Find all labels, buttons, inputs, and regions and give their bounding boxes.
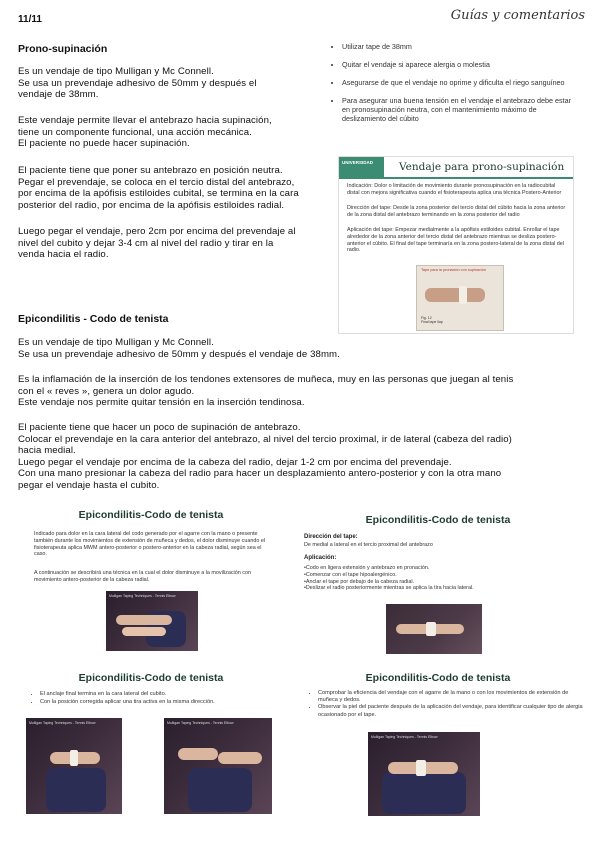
section-title-prono: Prono-supinación xyxy=(18,43,108,55)
epi-slide-3 xyxy=(20,666,282,826)
prono-slide-photo xyxy=(416,265,504,331)
prono-bullet: • Utilizar tape de 38mm xyxy=(342,42,578,51)
prono-paragraph-2: Este vendaje permite llevar el antebrazo hacia supinación, tiene un componente funcional, una acción mecánica. El paciente no puede hacer supinación. xyxy=(18,115,272,149)
epi-slide-2-photo xyxy=(386,604,482,654)
forearm-image xyxy=(425,288,485,302)
epi-slide-2-app-lines xyxy=(304,565,569,592)
video-tag: Mulligan Taping Techniques - Tennis Elbow xyxy=(371,735,438,739)
prono-slide xyxy=(338,156,574,334)
epi-slide-2-title: Epicondilitis-Codo de tenista xyxy=(365,514,511,526)
university-logo xyxy=(339,157,384,177)
video-tag: Mulligan Taping Techniques - Tennis Elbow xyxy=(109,594,176,598)
tape-strip xyxy=(426,622,436,636)
photo-label: Tape para la pronación con supinación xyxy=(421,268,487,272)
prono-slide-direccion: Dirección del tape: Desde la zona posterior del tercio distal del cúbito hacia la zona anterior de la zona distal del antebrazo terminando en la zona posterior del radio xyxy=(347,205,566,218)
page-number: 11/11 xyxy=(18,14,42,25)
slide-bullet: • Con la posición corregida aplicar una tira activa en la misma dirección. xyxy=(40,698,290,706)
tape-strip xyxy=(416,760,426,776)
tape-strip xyxy=(459,286,467,304)
app-line: •Codo en ligera extensión y antebrazo en pronación. xyxy=(304,565,430,571)
epi-slide-1 xyxy=(20,503,282,653)
epi-slide-2-dir-label: Dirección del tape: xyxy=(304,534,358,540)
prono-paragraph-1: Es un vendaje de tipo Mulligan y Mc Connell. Se usa un prevendaje adhesivo de 50mm y después el vendaje de 38mm. xyxy=(18,66,257,100)
slide-bullet: • El anclaje final termina en la cara lateral del cubito. xyxy=(40,690,290,698)
epi-slide-4-photo xyxy=(368,732,480,816)
epi-slide-3-bullets xyxy=(28,690,290,706)
forearm-image xyxy=(218,752,262,764)
slide-bullet: • Comprobar la eficiencia del vendaje con el agarre de la mano o con los movimientos de extensión de muñeca y dedos. xyxy=(318,690,584,704)
logo-text: UNIVERSIDAD xyxy=(342,160,374,165)
slide-divider xyxy=(339,177,573,179)
slide-bullet: • Observar la piel del paciente después de la aplicación del vendaje, para identificar cualquier tipo de alergia ocasionado por el tape. xyxy=(318,704,584,718)
epi-slide-1-text-2: A continuación se describirá una técnica en la cual el dolor disminuye a la movilización con movimiento antero-posterior de la cabeza radial. xyxy=(34,570,251,583)
app-line: •Anclar el tape por debajo de la cabeza radial. xyxy=(304,578,415,585)
epi-slide-1-title: Epicondilitis-Codo de tenista xyxy=(78,509,224,521)
epi-slide-4-title: Epicondilitis-Codo de tenista xyxy=(365,672,511,684)
prono-paragraph-4: Luego pegar el vendaje, pero 2cm por encima del prevendaje al nivel del cubito y dejar 3-4 cm al nivel del radio y tirar en la venda hacia el radio. xyxy=(18,226,296,260)
forearm-image xyxy=(116,615,172,625)
tape-strip xyxy=(70,750,78,766)
epi-paragraph-1: Es un vendaje de tipo Mulligan y Mc Connell. Se usa un prevendaje adhesivo de 50mm y después el vendaje de 38mm. xyxy=(18,337,340,360)
prono-bullet: • Asegurarse de que el vendaje no oprime y dificulta el riego sanguíneo xyxy=(342,78,578,87)
prono-bullet-list xyxy=(330,42,578,132)
section-title-epicondilitis: Epicondilitis - Codo de tenista xyxy=(18,313,169,325)
epi-slide-4 xyxy=(298,666,583,826)
app-line: •Comenzar con el tape hipoalergénico. xyxy=(304,571,397,578)
prono-bullet: • Quitar el vendaje si aparece alergia o molestia xyxy=(342,60,578,69)
epi-slide-2-dir-text: De medial a lateral en el tercio proximal del antebrazo xyxy=(304,542,433,548)
epi-slide-2-app-label: Aplicación: xyxy=(304,555,337,561)
photo-caption: Fig. 12 Final tape llap xyxy=(421,316,443,324)
prono-bullet: • Para asegurar una buena tensión en el vendaje el antebrazo debe estar en pronosupinación neutra, con el mantenimiento máximo de deslizamiento del cúbito xyxy=(342,96,578,123)
patient-shirt xyxy=(382,772,466,814)
video-tag: Mulligan Taping Techniques - Tennis Elbow xyxy=(167,721,234,725)
prono-paragraph-3: El paciente tiene que poner su antebrazo en posición neutra. Pegar el prevendaje, se coloca en el tercio distal del antebrazo, por encima de la apófisis estiloides cubital, se termina en la cara posterior del radio, por encima de la apófisis estiloides radial. xyxy=(18,165,299,211)
epi-slide-2 xyxy=(298,508,578,658)
patient-shirt xyxy=(188,768,252,812)
epi-slide-1-photo xyxy=(106,591,198,651)
epi-slide-3-photo-left xyxy=(26,718,122,814)
epi-paragraph-3: El paciente tiene que hacer un poco de supinación de antebrazo. Colocar el prevendaje en la cara anterior del antebrazo, al nivel del tercio proximal, ir de lateral (cabeza del radio) hacia medial. Luego pegar el vendaje por encima de la cabeza del radio, dejar 1-2 cm por encima del prevendaje. Con una mano presionar la cabeza del radio para hacer un desplazamiento antero-posterior y con la otra mano pegar el vendaje hasta el cubito. xyxy=(18,422,512,491)
prono-slide-indicacion: Indicación: Dolor o limitación de movimiento durante pronosupinación en la radiocubital distal con mejora significativa cuando el fisioterapeuta aplica una técnica Postero-Anterior xyxy=(347,183,562,196)
epi-paragraph-2: Es la inflamación de la inserción de los tendones extensores de muñeca, muy en las personas que juegan al tenis con el « reves », genera un dolor agudo. Este vendaje nos permite quitar tensión en la inserción tendinosa. xyxy=(18,374,514,408)
prono-slide-title: Vendaje para prono-supinación xyxy=(399,161,565,173)
epi-slide-4-bullets xyxy=(306,690,584,719)
epi-slide-1-text-1: Indicado para dolor en la cara lateral del codo generado por el agarre con la mano o presente también durante los movimientos de extensión de muñeca y dedos, el dolor disminuye cuando el fisioterapeuta aplica MWM antero-posterior o postero-anterior en la cabeza radial, según sea el caso. xyxy=(34,531,266,558)
brand-title: Guías y comentarios xyxy=(450,8,585,23)
video-tag: Mulligan Taping Techniques - Tennis Elbow xyxy=(29,721,96,725)
patient-shirt xyxy=(46,768,106,812)
hand-image xyxy=(122,627,166,636)
app-line: •Deslizar el radio posteriormente mientras se aplica la tira hacia lateral. xyxy=(304,585,474,592)
prono-slide-aplicacion: Aplicación del tape: Empezar medialmente a la apófisis estiloides cubital. Enrollar el tape alrededor de la zona anterior del tercio distal del antebrazo mientras se desliza postero-anterior el cúbito. El final del tape terminaría en la zona postero-lateral de la zona distal del radio. xyxy=(347,227,564,254)
epi-slide-3-photo-right xyxy=(164,718,272,814)
hand-image xyxy=(178,748,218,760)
epi-slide-3-title: Epicondilitis-Codo de tenista xyxy=(78,672,224,684)
